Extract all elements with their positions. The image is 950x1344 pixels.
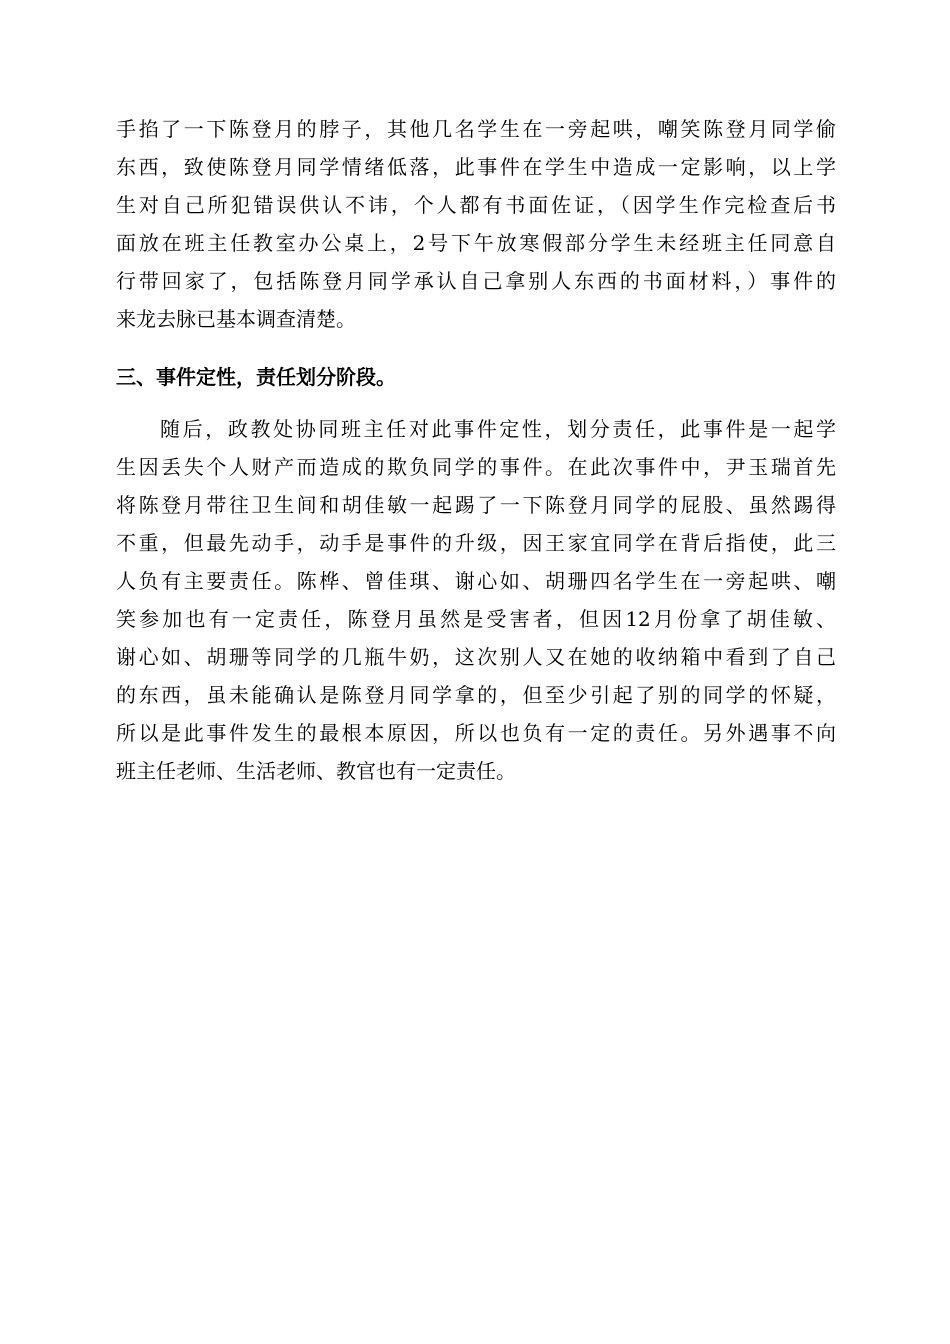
paragraph-line: 的东西，虽未能确认是陈登月同学拿的，但至少引起了别的同学的怀疑， [116, 683, 836, 707]
paragraph-line: 谢心如、胡珊等同学的几瓶牛奶，这次别人又在她的收纳箱中看到了自己 [116, 645, 836, 669]
paragraph-line: 将陈登月带往卫生间和胡佳敏一起踢了一下陈登月同学的屁股、虽然踢得 [116, 493, 836, 517]
paragraph-line: 面放在班主任教室办公桌上，2号下午放寒假部分学生未经班主任同意自 [116, 231, 836, 255]
paragraph-line: 手掐了一下陈登月的脖子，其他几名学生在一旁起哄，嘲笑陈登月同学偷 [116, 117, 836, 141]
paragraph-line: 生因丢失个人财产而造成的欺负同学的事件。在此次事件中，尹玉瑞首先 [116, 455, 836, 479]
paragraph-line: 行带回家了，包括陈登月同学承认自己拿别人东西的书面材料，）事件的 [116, 269, 836, 293]
paragraph-line: 东西，致使陈登月同学情绪低落，此事件在学生中造成一定影响，以上学 [116, 155, 836, 179]
paragraph-line: 不重，但最先动手，动手是事件的升级，因王家宜同学在背后指使，此三 [116, 531, 836, 555]
section-heading: 三、事件定性，责任划分阶段。 [116, 365, 396, 389]
paragraph-responsibility [116, 410, 836, 790]
paragraph-line: 人负有主要责任。陈桦、曾佳琪、谢心如、胡珊四名学生在一旁起哄、嘲 [116, 569, 836, 593]
paragraph-line: 笑参加也有一定责任，陈登月虽然是受害者，但因12月份拿了胡佳敏、 [116, 607, 836, 631]
paragraph-line: 所以是此事件发生的最根本原因，所以也负有一定的责任。另外遇事不向 [116, 721, 836, 745]
paragraph-line: 班主任老师、生活老师、教官也有一定责任。 [116, 759, 516, 783]
paragraph-investigation-summary [116, 110, 836, 338]
paragraph-line: 生对自己所犯错误供认不讳，个人都有书面佐证，（因学生作完检查后书 [116, 193, 836, 217]
paragraph-line: 随后，政教处协同班主任对此事件定性，划分责任，此事件是一起学 [160, 417, 836, 441]
paragraph-line: 来龙去脉已基本调查清楚。 [116, 307, 356, 331]
